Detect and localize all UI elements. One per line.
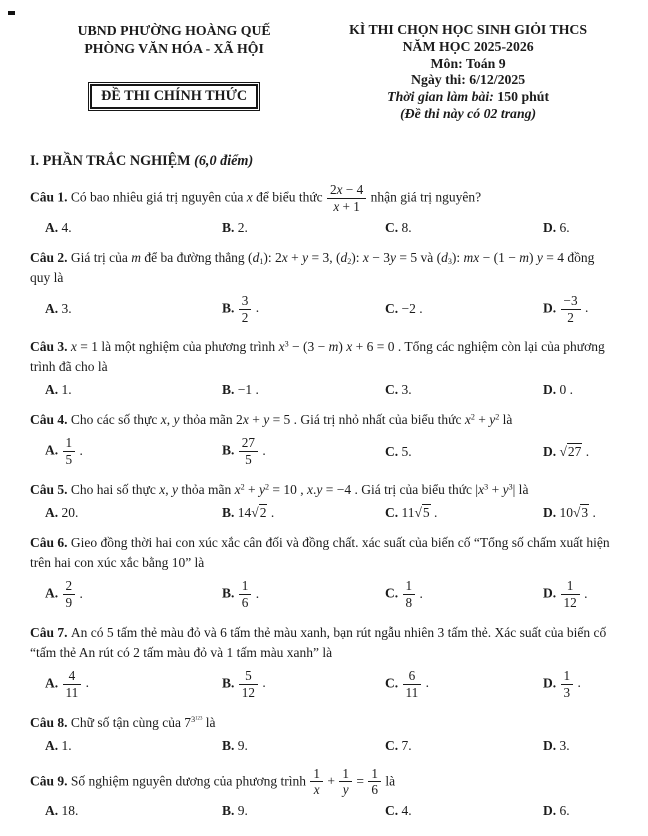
question xyxy=(30,410,618,468)
option xyxy=(222,293,385,326)
option-value: 4. xyxy=(61,219,72,235)
option xyxy=(222,803,385,819)
option-label: B. xyxy=(222,737,238,753)
option xyxy=(385,505,543,521)
question xyxy=(30,337,618,398)
options-row xyxy=(45,293,618,326)
option xyxy=(385,301,543,317)
sqrt: √5 xyxy=(414,505,430,521)
question-text: Câu 4. Cho các số thực x, y thỏa mãn 2x + y = 5 . Giá trị nhỏ nhất của biểu thức $x^2 + y^2$ là xyxy=(30,412,513,428)
option-value: 9. xyxy=(237,737,248,753)
question-number: Câu 8. xyxy=(30,714,71,730)
option-label: C. xyxy=(385,585,402,601)
sqrt: √27 xyxy=(559,443,582,459)
option xyxy=(543,444,618,460)
duration-line xyxy=(318,89,618,106)
option-value: 7. xyxy=(401,737,412,753)
option xyxy=(385,803,543,819)
option-value: $\frac{-3}{2}$ . xyxy=(560,300,589,315)
option xyxy=(222,738,385,754)
question-number: Câu 4. xyxy=(30,412,71,428)
scan-artifact xyxy=(8,11,15,15)
option-value: 6. xyxy=(559,803,570,819)
option xyxy=(222,578,385,611)
question xyxy=(30,480,618,521)
options-row xyxy=(45,738,618,754)
sqrt: √2 xyxy=(251,505,267,521)
option-label: C. xyxy=(385,675,402,691)
option-value: $\frac{27}{5}$ . xyxy=(238,443,266,458)
options-row xyxy=(45,578,618,611)
section-title xyxy=(30,153,618,170)
duration-label: Thời gian làm bài: xyxy=(387,89,494,105)
option xyxy=(385,578,543,611)
option xyxy=(45,435,222,468)
question-number: Câu 5. xyxy=(30,482,71,498)
option xyxy=(45,738,222,754)
option-value: 3. xyxy=(61,301,72,317)
fraction: $\frac{-3}{2}$ xyxy=(561,294,581,325)
option-value: 20. xyxy=(61,505,79,521)
fraction: $\frac{1}{8}$ xyxy=(403,579,416,610)
question xyxy=(30,182,618,236)
option-label: D. xyxy=(543,300,560,316)
fraction: $\frac{1}{6}$ xyxy=(239,579,252,610)
option-label: D. xyxy=(543,803,560,819)
option-value: 1. xyxy=(61,737,72,753)
exam-title: KÌ THI CHỌN HỌC SINH GIỎI THCS xyxy=(349,22,588,37)
fraction: $\frac{1}{5}$ xyxy=(63,436,76,467)
exam-info-block xyxy=(318,22,618,123)
fraction: $\frac{4}{11}$ xyxy=(63,669,82,700)
option-value: √27 . xyxy=(559,443,590,459)
option xyxy=(385,444,543,460)
issuer-line2: PHÒNG VĂN HÓA - XÃ HỘI xyxy=(84,40,264,56)
school-year: NĂM HỌC 2025-2026 xyxy=(402,38,534,54)
option xyxy=(45,803,222,819)
option-label: D. xyxy=(543,737,560,753)
option xyxy=(385,668,543,701)
option-label: C. xyxy=(385,382,402,398)
fraction: $\frac{5}{12}$ xyxy=(239,669,258,700)
issuer-block xyxy=(30,22,318,111)
option xyxy=(45,220,222,236)
question xyxy=(30,766,618,820)
option-label: B. xyxy=(222,300,238,316)
option xyxy=(222,435,385,468)
option-label: A. xyxy=(45,505,62,521)
option-label: B. xyxy=(222,675,238,691)
fraction: $\frac{1}{12}$ xyxy=(561,579,580,610)
option-label: A. xyxy=(45,442,62,458)
subject-line: Môn: Toán 9 xyxy=(430,55,506,71)
options-row xyxy=(45,803,618,819)
fraction: $\frac{3}{2}$ xyxy=(239,294,252,325)
option-value: $\frac{1}{5}$ . xyxy=(62,443,83,458)
section-points: (6,0 điểm) xyxy=(194,152,254,169)
option-value: 14√2 . xyxy=(237,505,275,521)
option-value: $\frac{1}{3}$ . xyxy=(560,675,581,690)
question-number: Câu 1. xyxy=(30,189,71,205)
question-text: Câu 6. Gieo đồng thời hai con xúc xắc cân đối và đồng chất. xác suất của biến cố “Tổng số chấm xuất hiện trên hai con xúc xắc bằng 10” là xyxy=(30,535,610,571)
fraction: $\frac{2}{9}$ xyxy=(63,579,76,610)
option xyxy=(543,738,618,754)
option-label: A. xyxy=(45,382,62,398)
option xyxy=(543,578,618,611)
fraction: $\frac{1}{6}$ xyxy=(368,767,381,798)
option-label: C. xyxy=(385,737,402,753)
page-count-note: (Đề thi này có 02 trang) xyxy=(400,106,537,122)
option xyxy=(385,220,543,236)
fraction: $\frac{1}{x}$ xyxy=(310,767,323,798)
option-label: D. xyxy=(543,382,560,398)
option-value: $\frac{1}{8}$ . xyxy=(402,586,423,601)
option-value: 6. xyxy=(559,219,570,235)
option-value: 0 . xyxy=(559,382,573,398)
question xyxy=(30,248,618,326)
options-row xyxy=(45,435,618,468)
option xyxy=(45,382,222,398)
option-label: A. xyxy=(45,737,62,753)
option-value: 5. xyxy=(401,443,412,459)
option-label: C. xyxy=(385,443,402,459)
option xyxy=(543,220,618,236)
option xyxy=(543,803,618,819)
option-label: B. xyxy=(222,219,238,235)
option xyxy=(222,505,385,521)
question-text: Câu 8. Chữ số tận cùng của $7^{3^{123}}$ là xyxy=(30,714,216,730)
option-value: −2 . xyxy=(401,301,423,317)
question-text: Câu 7. An có 5 tấm thẻ màu đỏ và 6 tấm thẻ màu xanh, bạn rút ngẫu nhiên 3 tấm thẻ. Xác suất của biến cố “tấm thẻ An rút có 2 tấm màu đỏ và 1 tấm màu xanh” là xyxy=(30,624,607,660)
option-label: B. xyxy=(222,442,238,458)
option xyxy=(45,301,222,317)
option-label: C. xyxy=(385,505,402,521)
option-label: B. xyxy=(222,585,238,601)
question-text: Câu 1. Có bao nhiêu giá trị nguyên của x để biểu thức $\frac{2x - 4}{x + 1}$ nhận giá trị nguyên? xyxy=(30,181,482,214)
option-value: $\frac{4}{11}$ . xyxy=(62,675,89,690)
option xyxy=(222,382,385,398)
option-label: D. xyxy=(543,443,560,459)
fraction: $\frac{1}{3}$ xyxy=(561,669,574,700)
option-label: A. xyxy=(45,675,62,691)
option-value: $\frac{5}{12}$ . xyxy=(238,675,266,690)
options-row xyxy=(45,505,618,521)
option xyxy=(543,668,618,701)
options-row xyxy=(45,382,618,398)
options-row xyxy=(45,668,618,701)
question-number: Câu 7. xyxy=(30,624,71,640)
option-value: 8. xyxy=(401,219,412,235)
question-number: Câu 9. xyxy=(30,773,71,789)
option xyxy=(222,668,385,701)
option-value: 2. xyxy=(237,219,248,235)
option-label: D. xyxy=(543,219,560,235)
option-value: 9. xyxy=(237,803,248,819)
option-value: 18. xyxy=(61,803,79,819)
option xyxy=(385,382,543,398)
question-text: Câu 5. Cho hai số thực x, y thỏa mãn $x^2 + y^2 = 10$ , x.y = −4 . Giá trị của biểu thức $|x^3 + y^3|$ là xyxy=(30,482,529,498)
question-number: Câu 3. xyxy=(30,339,71,355)
option-label: A. xyxy=(45,803,62,819)
official-exam-stamp xyxy=(88,82,260,111)
official-exam-stamp-label: ĐỀ THI CHÍNH THỨC xyxy=(90,84,258,109)
question-text: Câu 3. x = 1 là một nghiệm của phương trình $x^3 - (3 - m) x + 6 = 0$ . Tổng các nghiệm còn lại của phương trình đã cho là xyxy=(30,339,605,375)
question-text: Câu 2. Giá trị của m để ba đường thẳng $(d_1)$: 2x + y = 3, $(d_2)$: x − 3y = 5 và $(d_3)$: mx − (1 − m) y = 4 đồng quy là xyxy=(30,249,595,285)
option xyxy=(45,668,222,701)
option-value: 11√5 . xyxy=(401,505,438,521)
question-number: Câu 2. xyxy=(30,249,71,265)
question-text: Câu 9. Số nghiệm nguyên dương của phương trình $\frac{1}{x}$ + $\frac{1}{y}$ = $\frac{1}{6}$ là xyxy=(30,765,396,798)
fraction: $\frac{1}{y}$ xyxy=(339,767,352,798)
header xyxy=(30,22,618,123)
sqrt: √3 xyxy=(573,505,589,521)
option xyxy=(543,382,618,398)
option-label: D. xyxy=(543,675,560,691)
option-label: B. xyxy=(222,803,238,819)
option-value: $\frac{3}{2}$ . xyxy=(238,300,259,315)
option xyxy=(45,505,222,521)
duration-value: 150 phút xyxy=(497,89,550,105)
option xyxy=(385,738,543,754)
option-value: 10√3 . xyxy=(559,505,596,521)
issuer-line1: UBND PHƯỜNG HOÀNG QUẾ xyxy=(77,23,271,38)
fraction: $\frac{2x - 4}{x + 1}$ xyxy=(327,183,366,214)
option xyxy=(222,220,385,236)
option-value: $\frac{2}{9}$ . xyxy=(62,586,83,601)
option-value: $\frac{1}{6}$ . xyxy=(238,586,259,601)
option-label: A. xyxy=(45,585,62,601)
option-value: 3. xyxy=(401,382,412,398)
question-number: Câu 6. xyxy=(30,535,71,551)
option xyxy=(45,578,222,611)
option-value: $\frac{6}{11}$ . xyxy=(402,675,429,690)
question xyxy=(30,623,618,701)
option-label: A. xyxy=(45,301,62,317)
fraction: $\frac{6}{11}$ xyxy=(403,669,422,700)
option-label: C. xyxy=(385,219,402,235)
option xyxy=(543,505,618,521)
option-value: −1 . xyxy=(237,382,259,398)
option-label: C. xyxy=(385,301,402,317)
option-value: $\frac{1}{12}$ . xyxy=(560,586,588,601)
question xyxy=(30,533,618,611)
option-label: D. xyxy=(543,505,560,521)
option-label: D. xyxy=(543,585,560,601)
section-title-text: I. PHẦN TRẮC NGHIỆM xyxy=(30,152,191,169)
option-value: 3. xyxy=(559,737,570,753)
question xyxy=(30,713,618,754)
fraction: $\frac{27}{5}$ xyxy=(239,436,258,467)
option-label: A. xyxy=(45,219,62,235)
option-label: B. xyxy=(222,382,238,398)
option-label: B. xyxy=(222,505,238,521)
option-value: 4. xyxy=(401,803,412,819)
exam-date-line: Ngày thi: 6/12/2025 xyxy=(411,72,526,88)
options-row xyxy=(45,220,618,236)
option-value: 1. xyxy=(61,382,72,398)
option xyxy=(543,293,618,326)
option-label: C. xyxy=(385,803,402,819)
questions xyxy=(30,182,618,819)
